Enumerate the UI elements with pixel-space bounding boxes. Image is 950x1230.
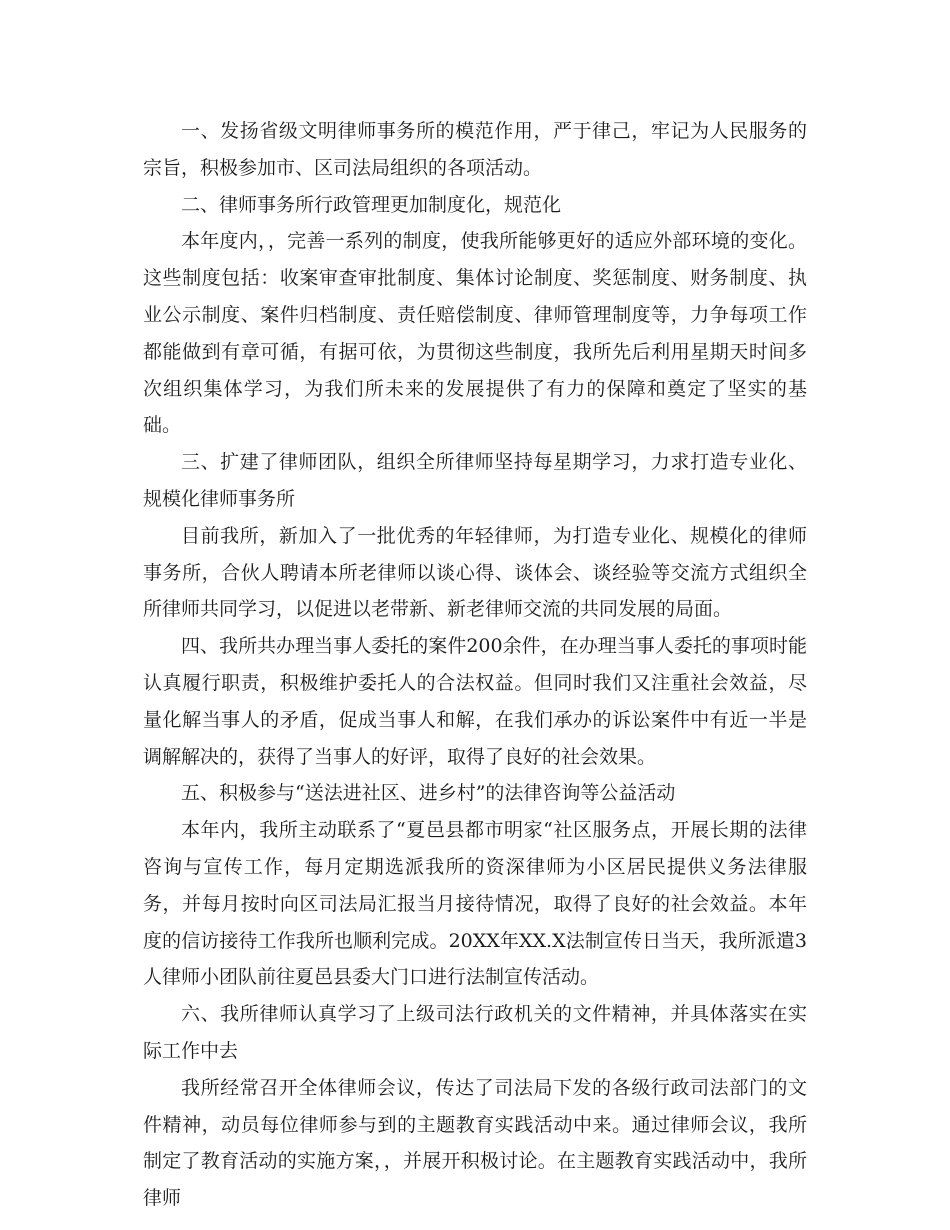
paragraph-section-5-heading: 五、积极参与“送法进社区、进乡村”的法律咨询等公益活动 <box>181 782 676 805</box>
paragraph-section-1: 一、发扬省级文明律师事务所的模范作用，严于律己，牢记为人民服务的宗旨，积极参加市、区司法局组织的各项活动。 <box>143 120 807 179</box>
paragraph-section-6-heading: 六、我所律师认真学习了上级司法行政机关的文件精神，并具体落实在实际工作中去 <box>143 1003 807 1062</box>
paragraph-section-5-body: 本年内，我所主动联系了“夏邑县都市明家“社区服务点，开展长期的法律咨询与宣传工作，每月定期选派我所的资深律师为小区居民提供义务法律服务，并每月按时向区司法局汇报当月接待情况，取得了良好的社会效益。本年度的信访接待工作我所也顺利完成。20XX年XX.X法制宣传日当天，我所派遣3人律师小团队前往夏邑县委大门口进行法制宣传活动。 <box>143 819 807 989</box>
paragraph-section-6-body: 我所经常召开全体律师会议，传达了司法局下发的各级行政司法部门的文件精神，动员每位律师参与到的主题教育实践活动中来。通过律师会议，我所制定了教育活动的实施方案，，并展开积极讨论。在主题教育实践活动中，我所律师 <box>143 1076 807 1210</box>
paragraph-section-4: 四、我所共办理当事人委托的案件200余件，在办理当事人委托的事项时能认真履行职责，积极维护委托人的合法权益。但同时我们又注重社会效益，尽量化解当事人的矛盾，促成当事人和解，在我们承办的诉讼案件中有近一半是调解解决的，获得了当事人的好评，取得了良好的社会效果。 <box>143 635 807 768</box>
paragraph-section-3-heading: 三、扩建了律师团队，组织全所律师坚持每星期学习，力求打造专业化、规模化律师事务所 <box>143 451 807 510</box>
paragraph-section-2-body: 本年度内，，完善一系列的制度，使我所能够更好的适应外部环境的变化。这些制度包括：收案审查审批制度、集体讨论制度、奖惩制度、财务制度、执业公示制度、案件归档制度、责任赔偿制度、律师管理制度等，力争每项工作都能做到有章可循，有据可依，为贯彻这些制度，我所先后利用星期天时间多次组织集体学习，为我们所未来的发展提供了有力的保障和奠定了坚实的基础。 <box>143 230 807 437</box>
paragraph-section-3-body: 目前我所，新加入了一批优秀的年轻律师，为打造专业化、规模化的律师事务所，合伙人聘请本所老律师以谈心得、谈体会、谈经验等交流方式组织全所律师共同学习，以促进以老带新、新老律师交流的共同发展的局面。 <box>143 524 807 621</box>
document-body <box>143 113 807 1217</box>
paragraph-section-2-heading: 二、律师事务所行政管理更加制度化，规范化 <box>181 193 562 216</box>
